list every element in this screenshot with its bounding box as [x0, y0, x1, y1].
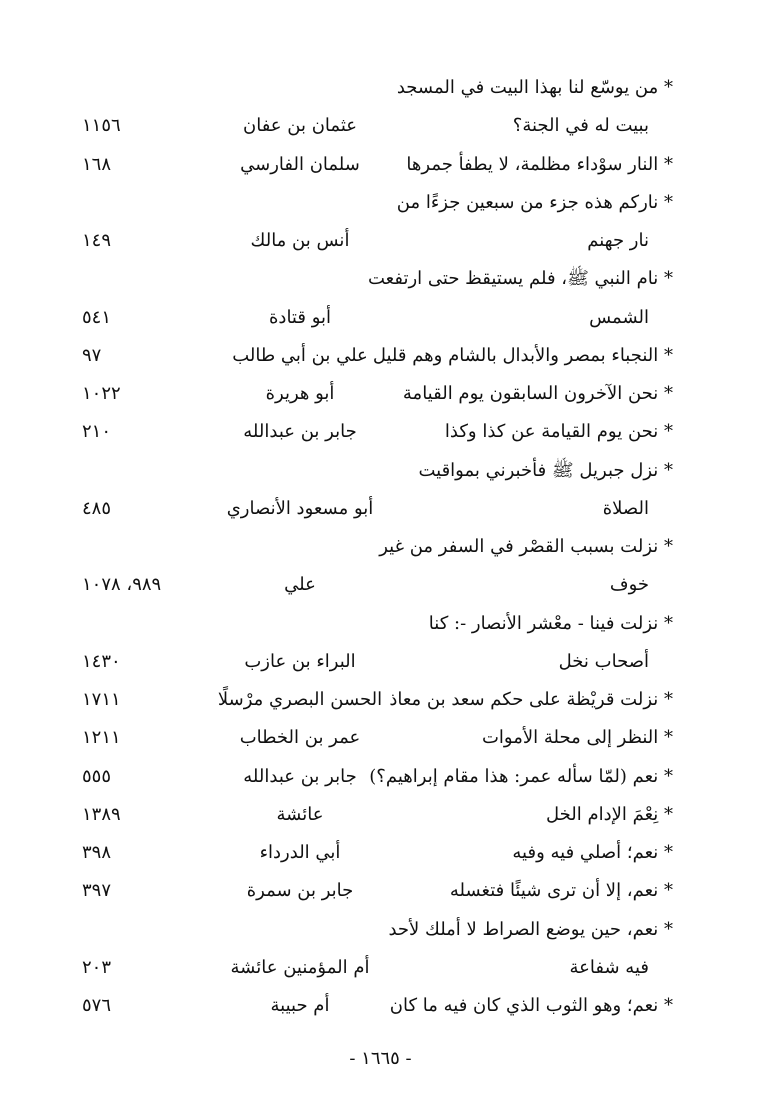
index-row — [0, 108, 761, 144]
hadith-number — [82, 835, 192, 871]
hadith-number-value: ٩٧ — [82, 344, 102, 366]
hadith-text: * نعم؛ أصلي فيه وفيه — [512, 842, 673, 863]
hadith-number — [82, 988, 192, 1024]
hadith-number — [82, 147, 192, 183]
hadith-number — [82, 606, 192, 642]
narrator-name: أبو قتادة — [269, 306, 331, 328]
hadith-number-value: ١٧١١ — [82, 689, 121, 710]
hadith-text: * نعم (لمّا سأله عمر: هذا مقام إبراهيم؟) — [369, 765, 673, 787]
narrator-name: جابر بن عبدالله — [243, 765, 357, 787]
hadith-number-value: ١٠٢٢ — [82, 383, 121, 404]
hadith-text: * نزل جبريل ﷺ فأخبرني بمواقيت — [418, 459, 673, 481]
hadith-number — [82, 453, 192, 489]
hadith-text: * النار سوْداء مظلمة، لا يطفأ جمرها — [406, 153, 673, 175]
hadith-text: * من يوسّع لنا بهذا البيت في المسجد — [396, 77, 673, 98]
index-row — [0, 720, 761, 756]
hadith-number — [82, 950, 192, 986]
hadith-number-value: ١١٥٦ — [82, 115, 121, 137]
hadith-number — [82, 185, 192, 221]
hadith-number-value: ٢١٠ — [82, 421, 112, 443]
hadith-text: * نعم، إلا أن ترى شيئًا فتغسله — [449, 880, 673, 902]
page-number: - ١٦٦٥ - — [349, 1048, 412, 1069]
narrator-name: أم حبيبة — [270, 995, 330, 1016]
hadith-text: نار جهنم — [587, 230, 649, 251]
index-row — [0, 529, 761, 565]
hadith-number — [82, 759, 192, 795]
index-row — [0, 300, 761, 336]
narrator-name: عمر بن الخطاب — [239, 727, 361, 749]
hadith-number — [82, 108, 192, 144]
index-row — [0, 759, 761, 795]
index-row — [0, 70, 761, 106]
narrator-name: أبي الدرداء — [259, 842, 341, 863]
narrator-name: أبو مسعود الأنصاري — [226, 497, 374, 519]
hadith-number-value: ٣٩٧ — [82, 880, 112, 902]
narrator-name: عثمان بن عفان — [243, 115, 357, 137]
narrator-name: البراء بن عازب — [244, 650, 356, 672]
hadith-text: * نحن الآخرون السابقون يوم القيامة — [402, 383, 673, 404]
hadith-number — [82, 376, 192, 412]
hadith-number-value: ١٣٨٩ — [82, 803, 121, 825]
hadith-number-value: ١٦٨ — [82, 153, 112, 175]
hadith-number-value: ٢٠٣ — [82, 956, 112, 978]
index-row — [0, 185, 761, 221]
hadith-text: * نعم، حين يوضع الصراط لا أملك لأحد — [388, 918, 673, 940]
index-row — [0, 223, 761, 259]
hadith-number-value: ٥٤١ — [82, 306, 112, 328]
index-row — [0, 988, 761, 1024]
narrator-name: أبو هريرة — [265, 383, 335, 404]
hadith-number-value: ١٢١١ — [82, 727, 121, 749]
index-row — [0, 644, 761, 680]
narrator-name — [215, 912, 385, 948]
hadith-text: * نزلت قريْظة على حكم سعد بن معاذ — [389, 689, 673, 710]
hadith-text: * نام النبي ﷺ، فلم يستيقظ حتى ارتفعت — [368, 268, 673, 290]
narrator-name: عائشة — [276, 803, 324, 825]
narrator-name: أنس بن مالك — [250, 230, 350, 251]
index-row — [0, 873, 761, 909]
hadith-number — [82, 567, 192, 603]
narrator-name: سلمان الفارسي — [240, 153, 360, 175]
index-row — [0, 682, 761, 718]
hadith-number — [82, 797, 192, 833]
index-row — [0, 453, 761, 489]
hadith-number — [82, 261, 192, 297]
narrator-name — [215, 261, 385, 297]
narrator-name — [215, 529, 385, 565]
hadith-text: * النظر إلى محلة الأموات — [481, 727, 673, 749]
index-row — [0, 912, 761, 948]
hadith-number — [82, 873, 192, 909]
hadith-text: خوف — [609, 574, 649, 596]
hadith-text: * نحن يوم القيامة عن كذا وكذا — [444, 421, 673, 443]
narrator-name: جابر بن سمرة — [246, 880, 354, 902]
hadith-number-value: ٥٧٦ — [82, 995, 112, 1016]
hadith-number — [82, 529, 192, 565]
hadith-number-value: ١٤٣٠ — [82, 650, 121, 672]
hadith-text: الشمس — [589, 306, 649, 328]
hadith-number — [82, 300, 192, 336]
hadith-text: فيه شفاعة — [569, 956, 649, 978]
narrator-name: علي — [284, 574, 316, 596]
hadith-number-value: ١٤٩ — [82, 230, 112, 251]
hadith-text: * نزلت بسبب القصْر في السفر من غير — [379, 536, 673, 557]
hadith-number-value: ٣٩٨ — [82, 842, 112, 863]
hadith-number — [82, 414, 192, 450]
hadith-number-value: ٥٥٥ — [82, 765, 112, 787]
hadith-number — [82, 644, 192, 680]
narrator-name: جابر بن عبدالله — [243, 421, 357, 443]
narrator-name — [215, 185, 385, 221]
narrator-name: الحسن البصري مرْسلًا — [217, 689, 383, 710]
index-row — [0, 835, 761, 871]
hadith-text: * نِعْمَ الإدام الخل — [545, 803, 673, 825]
hadith-number — [82, 338, 192, 374]
narrator-name — [215, 606, 385, 642]
hadith-text: الصلاة — [602, 497, 649, 519]
hadith-number — [82, 223, 192, 259]
hadith-number — [82, 491, 192, 527]
index-row — [0, 950, 761, 986]
hadith-text: ببيت له في الجنة؟ — [512, 115, 649, 137]
hadith-text: * نزلت فينا - معْشر الأنصار -: كنا — [428, 612, 673, 634]
index-row — [0, 414, 761, 450]
hadith-number — [82, 70, 192, 106]
index-row — [0, 606, 761, 642]
hadith-text: * ناركم هذه جزء من سبعين جزءًا من — [396, 191, 673, 213]
hadith-text: أصحاب نخل — [558, 650, 649, 672]
hadith-text: * نعم؛ وهو الثوب الذي كان فيه ما كان — [389, 995, 673, 1016]
index-row — [0, 261, 761, 297]
hadith-number — [82, 682, 192, 718]
narrator-name — [215, 453, 385, 489]
hadith-text: * النجباء بمصر والأبدال بالشام وهم قليل — [372, 344, 673, 366]
narrator-name: علي بن أبي طالب — [232, 344, 368, 366]
index-row — [0, 797, 761, 833]
narrator-name: أم المؤمنين عائشة — [230, 956, 370, 978]
hadith-number-value: ٩٨٩، ١٠٧٨ — [82, 574, 162, 596]
index-row — [0, 567, 761, 603]
narrator-name — [215, 70, 385, 106]
index-row — [0, 147, 761, 183]
hadith-number — [82, 912, 192, 948]
index-row — [0, 376, 761, 412]
hadith-number — [82, 720, 192, 756]
index-row — [0, 491, 761, 527]
index-row — [0, 338, 761, 374]
hadith-number-value: ٤٨٥ — [82, 497, 112, 519]
